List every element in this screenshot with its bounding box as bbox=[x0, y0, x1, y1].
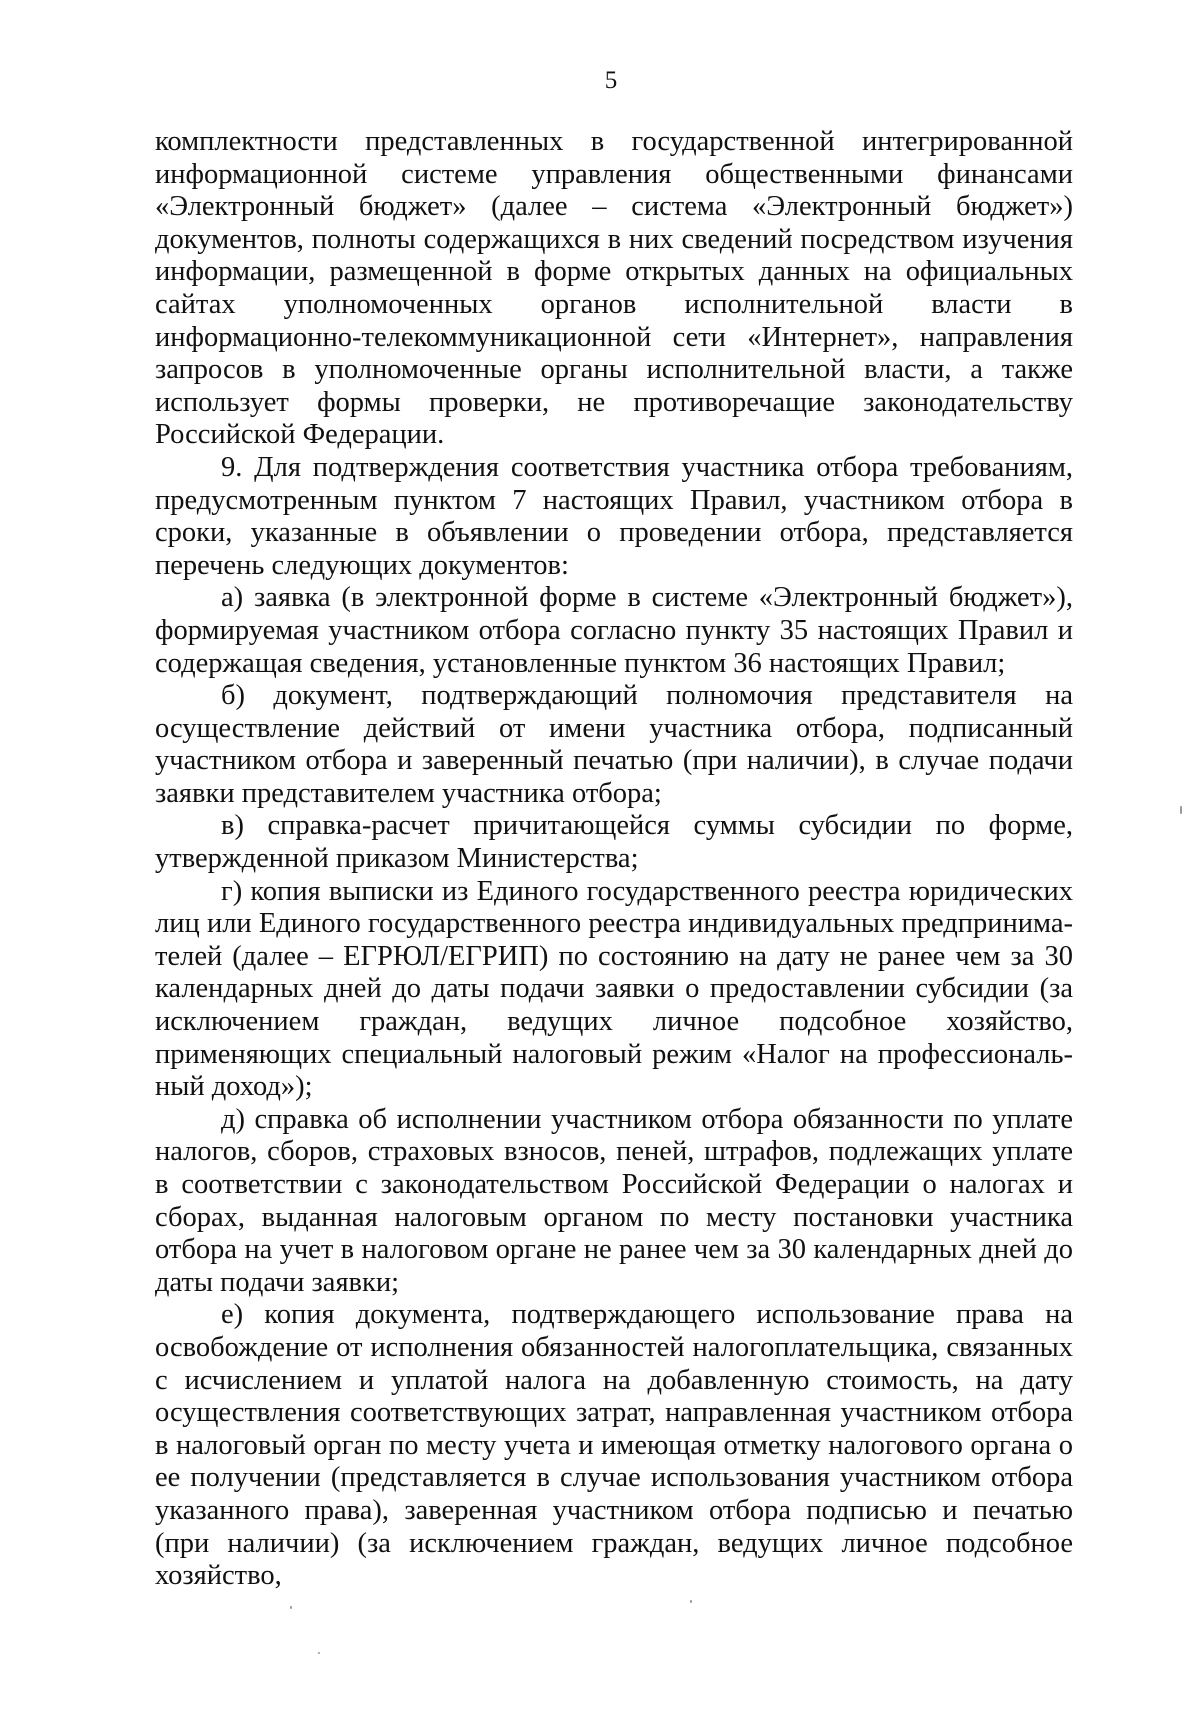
scan-artifact-bottom-mid bbox=[690, 1600, 692, 1603]
scan-artifact-right bbox=[1180, 806, 1182, 814]
scan-artifact-bottom-low bbox=[318, 1652, 320, 1654]
paragraph-subitem-b: б) документ, подтверждающий полномочия представителя на осуществление действий от имени участника отбора, подписанный участником отбора и заверенный печатью (при наличии), в случае подачи заявки представителем участника отбора; bbox=[155, 680, 1073, 809]
paragraph-item-9: 9. Для подтверждения соответствия участника отбора требованиям, предусмотренным пунктом 7 настоящих Правил, участником отбора в сроки, указанные в объявлении о проведении отбора, представляется перечень следующих документов: bbox=[155, 451, 1073, 581]
paragraph-subitem-d: д) справка об исполнении участником отбора обязанности по уплате налогов, сборов, страховых взносов, пеней, штрафов, подлежащих уплате в соответствии с законодательством Российской Федерации о налогах и сборах, выданная налоговым органом по месту постановки участника отбора на учет в налоговом органе не ранее чем за 30 календарных дней до даты подачи заявки; bbox=[155, 1103, 1073, 1298]
document-body bbox=[155, 126, 1073, 1593]
paragraph-continuation: комплектности представленных в государственной интегрированной информационной системе управления общественными финансами «Электронный бюджет» (далее – система «Электронный бюджет») документов, полноты содержащихся в них сведений посредством изучения информации, размещенной в форме открытых данных на официальных сайтах уполномоченных органов исполнительной власти в информационно-телекоммуникационной сети «Интернет», направления запросов в уполномоченные органы исполнительной власти, а также использует формы проверки, не противоречащие законодательству Российской Федерации. bbox=[155, 126, 1073, 451]
paragraph-subitem-v: в) справка-расчет причитающейся суммы субсидии по форме, утвержденной приказом Министерства; bbox=[155, 810, 1073, 875]
scan-artifact-bottom-left bbox=[290, 1606, 292, 1609]
paragraph-subitem-e: е) копия документа, подтверждающего использование права на освобождение от исполнения обязанностей налогоплательщика, связанных с исчислением и уплатой налога на добавленную стоимость, на дату осуществления соответствующих затрат, направленная участником отбора в налоговый орган по месту учета и имеющая отметку налогового органа о ее получении (представляется в случае использования участником отбора указанного права), заверенная участником отбора подписью и печатью (при наличии) (за исключением граждан, ведущих личное подсобное хозяйство, bbox=[155, 1299, 1073, 1592]
paragraph-subitem-a: а) заявка (в электронной форме в системе «Электронный бюджет»), формируемая участником отбора согласно пункту 35 настоящих Правил и содержащая сведения, установленные пунктом 36 настоящих Правил; bbox=[155, 582, 1073, 679]
paragraph-subitem-g: г) копия выписки из Единого государственного реестра юридических лиц или Единого государственного реестра индивидуальных предпринимателей (далее – ЕГРЮЛ/ЕГРИП) по состоянию на дату не ранее чем за 30 календарных дней до даты подачи заявки о предоставлении субсидии (за исключением граждан, ведущих личное подсобное хозяйство, применяющих специальный налоговый режим «Налог на профессиональный доход»); bbox=[155, 875, 1073, 1103]
page-number: 5 bbox=[604, 67, 618, 94]
